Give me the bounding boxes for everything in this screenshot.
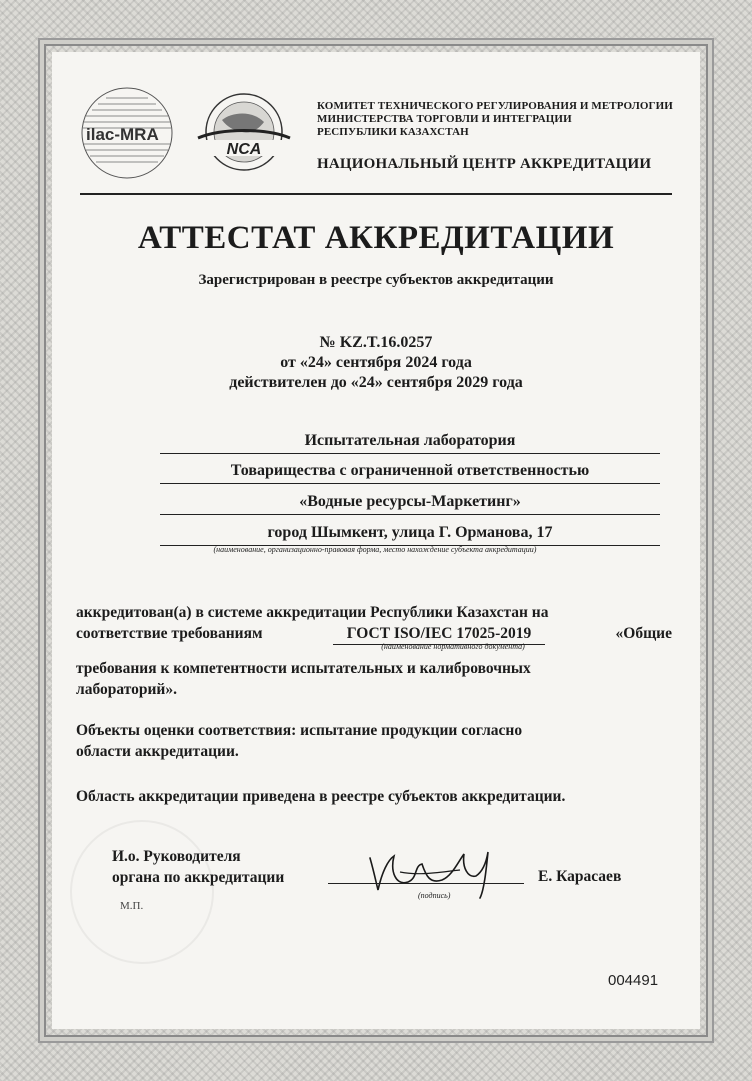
certificate-title: АТТЕСТАТ АККРЕДИТАЦИИ	[137, 220, 615, 256]
nca-logo	[192, 90, 296, 178]
serial-number: 004491	[608, 972, 659, 989]
objects-line-2: области аккредитации.	[76, 743, 239, 760]
signatory-role	[112, 846, 284, 888]
signatory-name: Е. Карасаев	[538, 868, 622, 885]
lab-address: город Шымкент, улица Г. Орманова, 17	[160, 524, 660, 546]
nca-logo-text: NCA	[226, 141, 262, 158]
signature-line	[328, 883, 524, 884]
signature-caption: (подпись)	[418, 891, 451, 900]
valid-until-date: действителен до «24» сентября 2029 года	[229, 374, 523, 391]
header-divider	[80, 193, 672, 195]
standard-caption: (наименование нормативного документа)	[381, 642, 525, 651]
requirements-suffix: «Общие	[615, 625, 672, 642]
faint-seal	[70, 820, 214, 964]
accreditation-center-name: НАЦИОНАЛЬНЫЙ ЦЕНТР АККРЕДИТАЦИИ	[317, 156, 652, 172]
lab-company-name: «Водные ресурсы-Маркетинг»	[160, 493, 660, 515]
objects-line-1: Объекты оценки соответствия: испытание продукции согласно	[76, 722, 523, 739]
requirements-prefix: соответствие требованиям	[76, 625, 263, 642]
org-line-1: КОМИТЕТ ТЕХНИЧЕСКОГО РЕГУЛИРОВАНИЯ И МЕТРОЛОГИИ	[317, 100, 673, 112]
org-line-3: РЕСПУБЛИКИ КАЗАХСТАН	[317, 126, 469, 138]
ilac-logo-text: ilac-MRA	[86, 125, 159, 144]
certificate-number-block	[0, 333, 752, 393]
ilac-mra-logo	[80, 86, 174, 180]
scope-statement: Область аккредитации приведена в реестре субъектов аккредитации.	[76, 788, 566, 805]
ministry-name	[317, 100, 677, 139]
accreditation-line-1: аккредитован(а) в системе аккредитации Республики Казахстан на	[76, 604, 549, 621]
standard-reference: ГОСТ ISO/IEC 17025-2019	[333, 623, 546, 645]
certificate-subtitle: Зарегистрирован в реестре субъектов аккредитации	[198, 272, 554, 288]
issue-date: от «24» сентября 2024 года	[280, 354, 472, 371]
accreditation-line-3: требования к компетентности испытательных и калибровочных	[76, 660, 531, 677]
assessment-objects	[76, 720, 672, 762]
accreditation-line-4: лабораторий».	[76, 681, 177, 698]
lab-type: Испытательная лаборатория	[160, 432, 660, 454]
stamp-place-label: М.П.	[120, 900, 144, 912]
accreditation-statement	[76, 602, 672, 700]
role-line-1: И.о. Руководителя	[112, 848, 241, 865]
org-line-2: МИНИСТЕРСТВА ТОРГОВЛИ И ИНТЕГРАЦИИ	[317, 113, 572, 125]
certificate-number: № KZ.T.16.0257	[319, 334, 433, 351]
role-line-2: органа по аккредитации	[112, 869, 285, 886]
lab-caption: (наименование, организационно-правовая форма, место нахождение субъекта аккредитации)	[213, 545, 537, 554]
lab-legal-form: Товарищества с ограниченной ответственностью	[160, 462, 660, 484]
